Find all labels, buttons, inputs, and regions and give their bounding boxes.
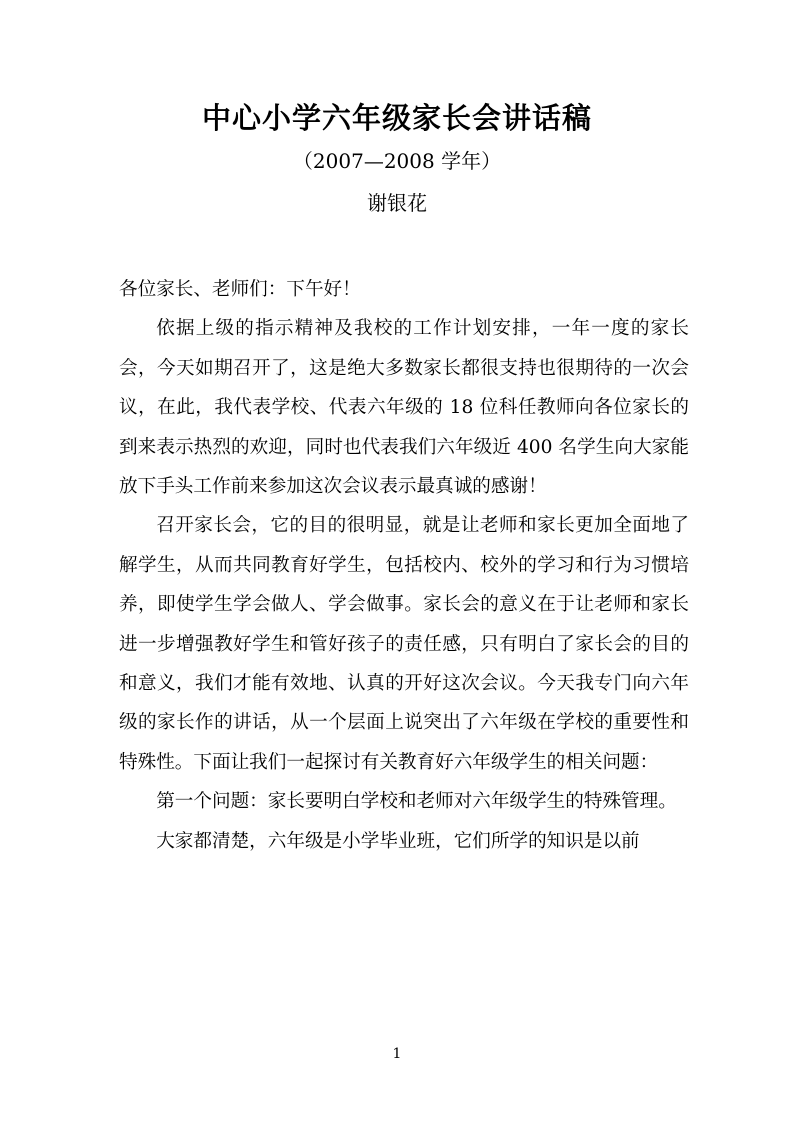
document-subtitle: （2007—2008 学年） — [292, 149, 502, 173]
greeting: 各位家长、老师们：下午好！ — [119, 279, 361, 300]
author-name: 谢银花 — [367, 191, 427, 215]
document-title: 中心小学六年级家长会讲话稿 — [201, 101, 592, 135]
paragraph: 大家都清楚，六年级是小学毕业班，它们所学的知识是以前 — [156, 830, 640, 852]
paragraph: 依据上级的指示精神及我校的工作计划安排，一年一度的家长会，今天如期召开了，这是绝大多数家长都很支持也很期待的一次会议，在此，我代表学校、代表六年级的 18 位科任教师向各位家长的到来表示热烈的欢迎，同时也代表我们六年级近 400 名学生向大家能放下手头工作前来参加这次会议表示最真诚的感谢！ — [119, 318, 689, 498]
paragraph: 第一个问题：家长要明白学校和老师对六年级学生的特殊管理。 — [156, 791, 677, 813]
page-number: 1 — [392, 1046, 402, 1062]
paragraph: 召开家长会，它的目的很明显，就是让老师和家长更加全面地了解学生，从而共同教育好学生，包括校内、校外的学习和行为习惯培养，即使学生学会做人、学会做事。家长会的意义在于让老师和家长进一步增强教好学生和管好孩子的责任感，只有明白了家长会的目的和意义，我们才能有效地、认真的开好这次会议。今天我专门向六年级的家长作的讲话，从一个层面上说突出了六年级在学校的重要性和特殊性。下面让我们一起探讨有关教育好六年级学生的相关问题： — [119, 515, 689, 773]
document-body — [119, 270, 689, 861]
